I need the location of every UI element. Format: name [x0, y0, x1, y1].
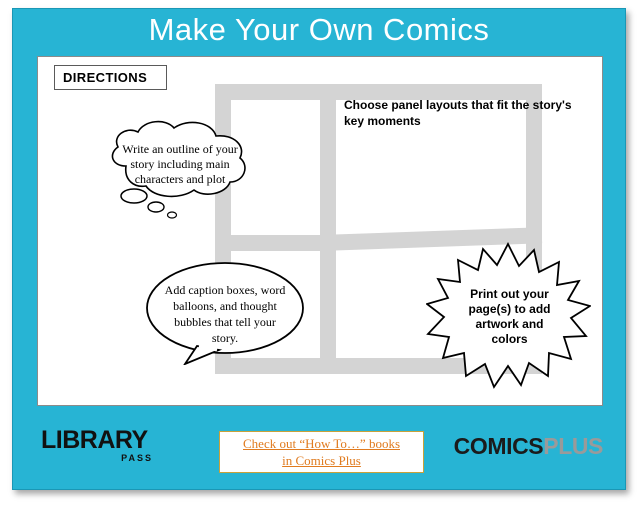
comics-plus-logo-light: PLUS: [543, 433, 603, 459]
poster: [12, 8, 626, 490]
page-title: Make Your Own Comics: [148, 12, 490, 47]
panel-frame-divider-vertical: [320, 84, 336, 374]
panel-frame-divider-left-mid: [215, 235, 320, 251]
library-pass-logo-sub: PASS: [121, 453, 153, 463]
comics-plus-logo-dark: COMICS: [453, 433, 544, 459]
footer: [13, 409, 625, 479]
step-outline-text: Write an outline of your story including main characters and plot: [122, 142, 238, 186]
cta-line-2: in Comics Plus: [282, 453, 361, 468]
directions-tab-label: DIRECTIONS: [63, 70, 148, 85]
speech-balloon-outline: [145, 260, 305, 365]
directions-canvas: [37, 56, 603, 406]
cta-line-1: Check out “How To…” books: [243, 436, 400, 451]
directions-tab: [54, 65, 167, 90]
step-captions-text: Add caption boxes, word balloons, and thought bubbles that tell your story.: [164, 283, 286, 345]
library-pass-logo: [41, 427, 161, 464]
thought-bubble-outline: [84, 114, 274, 229]
how-to-books-link[interactable]: [219, 431, 424, 473]
starburst-outline: [426, 242, 591, 392]
comics-plus-logo: [454, 433, 603, 459]
library-pass-logo-main: LIBRARY: [41, 426, 148, 454]
step-print-text: Print out your page(s) to add artwork and colors: [468, 287, 551, 346]
step-layouts-text: Choose panel layouts that fit the story's key moments: [344, 98, 572, 128]
